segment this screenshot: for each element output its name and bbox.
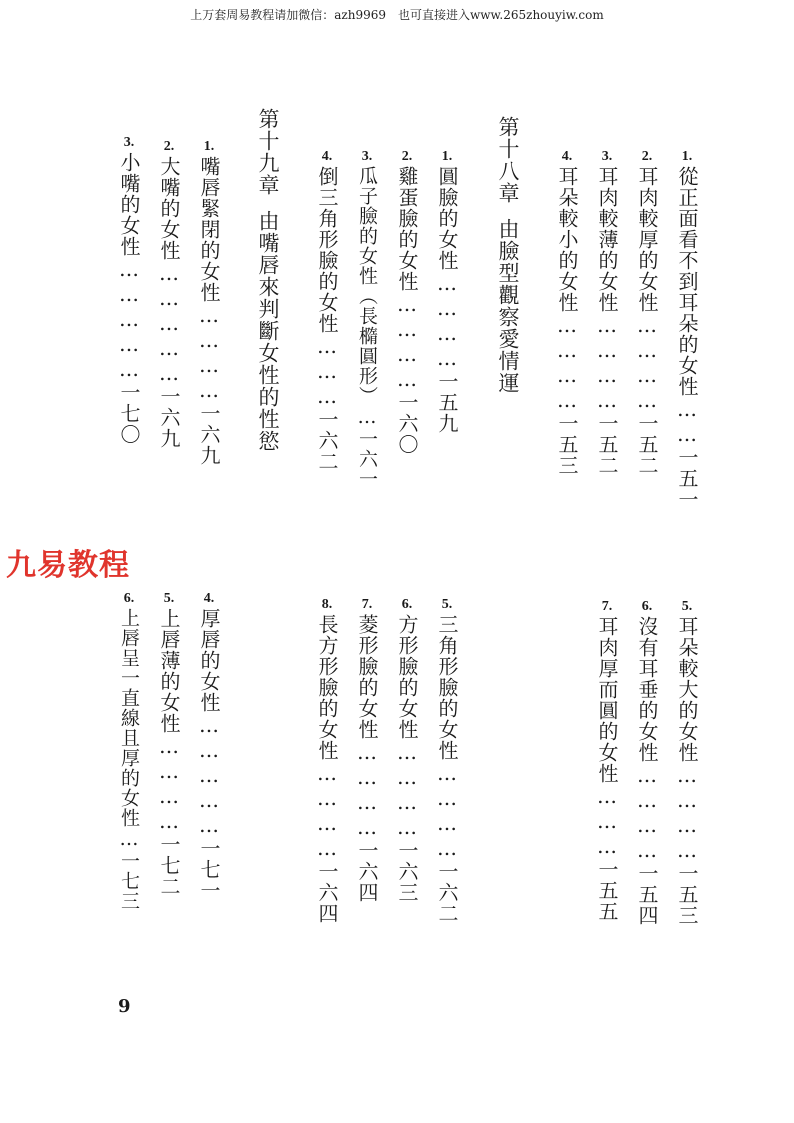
entry-text: 菱形臉的女性…………一六四 — [355, 614, 379, 903]
entry-text: 上唇薄的女性…………一七二 — [157, 608, 181, 897]
entry-text: 耳朵較大的女性…………一五三 — [675, 616, 699, 926]
entry-number: 6. — [123, 591, 135, 606]
toc-entry — [672, 598, 702, 926]
entry-number: 6. — [401, 597, 413, 612]
entry-number: 4. — [321, 149, 333, 164]
toc-entry — [352, 596, 382, 903]
chapter-prefix: 第十九章 — [256, 108, 280, 196]
toc-entry — [552, 148, 582, 476]
toc-entry — [154, 138, 184, 449]
toc-entry — [352, 148, 382, 489]
entry-text: 嘴唇緊閉的女性…………一六九 — [197, 156, 221, 466]
toc-entry — [392, 596, 422, 903]
entry-text: 厚唇的女性……………一七一 — [197, 608, 221, 901]
entry-text: 雞蛋臉的女性…………一六〇 — [395, 166, 419, 455]
entry-number: 6. — [641, 599, 653, 614]
entry-text: 長方形臉的女性…………一六四 — [315, 614, 339, 924]
toc-entry — [194, 138, 224, 466]
entry-number: 1. — [441, 149, 453, 164]
entry-number: 5. — [163, 591, 175, 606]
toc-entry — [114, 134, 144, 445]
toc-entry — [632, 598, 662, 926]
toc-entry — [592, 148, 622, 476]
entry-text: 沒有耳垂的女性…………一五四 — [635, 616, 659, 926]
watermark-text: 九易教程 — [6, 548, 130, 583]
entry-text: 耳朵較小的女性…………一五三 — [555, 166, 579, 476]
chapter-prefix: 第十八章 — [496, 116, 520, 204]
entry-text: 耳肉較薄的女性…………一五二 — [595, 166, 619, 476]
entry-text: 圓臉的女性…………一五九 — [435, 166, 459, 434]
toc-entry — [194, 590, 224, 901]
entry-number: 4. — [203, 591, 215, 606]
toc-entry — [632, 148, 662, 476]
entry-number: 1. — [203, 139, 215, 154]
toc-entry — [392, 148, 422, 455]
entry-text: 方形臉的女性…………一六三 — [395, 614, 419, 903]
toc-entry — [672, 148, 702, 510]
entry-number: 3. — [123, 135, 135, 150]
entry-number: 8. — [321, 597, 333, 612]
entry-number: 1. — [681, 149, 693, 164]
entry-number: 5. — [681, 599, 693, 614]
entry-number: 5. — [441, 597, 453, 612]
entry-number: 7. — [361, 597, 373, 612]
entry-text: 大嘴的女性……………一六九 — [157, 156, 181, 449]
entry-number: 2. — [163, 139, 175, 154]
toc-entry — [312, 148, 342, 472]
chapter-title: 由嘴唇來判斷女性的性慾 — [256, 210, 280, 452]
entry-text: 瓜子臉的女性（長橢圓形）…一六一 — [356, 166, 378, 489]
chapter-18-heading — [492, 116, 524, 394]
toc-entry — [114, 590, 144, 911]
chapter-19-heading — [252, 108, 284, 452]
toc-entry — [432, 148, 462, 434]
toc-entry — [312, 596, 342, 924]
entry-text: 小嘴的女性……………一七〇 — [117, 152, 141, 445]
chapter-title: 由臉型觀察愛情運 — [496, 218, 520, 394]
entry-number: 2. — [641, 149, 653, 164]
toc-entry — [154, 590, 184, 897]
entry-text: 三角形臉的女性…………一六二 — [435, 614, 459, 924]
entry-number: 7. — [601, 599, 613, 614]
entry-number: 3. — [601, 149, 613, 164]
entry-number: 4. — [561, 149, 573, 164]
entry-number: 3. — [361, 149, 373, 164]
entry-text: 耳肉厚而圓的女性………一五五 — [595, 616, 619, 922]
entry-text: 從正面看不到耳朵的女性……一五一 — [675, 166, 699, 510]
entry-text: 倒三角形臉的女性………一六二 — [315, 166, 339, 472]
entry-number: 2. — [401, 149, 413, 164]
page-number: 9 — [118, 996, 131, 1017]
entry-text: 上唇呈一直線且厚的女性…一七三 — [118, 608, 140, 911]
toc-entry — [592, 598, 622, 922]
header-banner: 上万套周易教程请加微信：azh9969 也可直接进入www.265zhouyiw.com — [190, 8, 604, 22]
entry-text: 耳肉較厚的女性…………一五二 — [635, 166, 659, 476]
toc-entry — [432, 596, 462, 924]
